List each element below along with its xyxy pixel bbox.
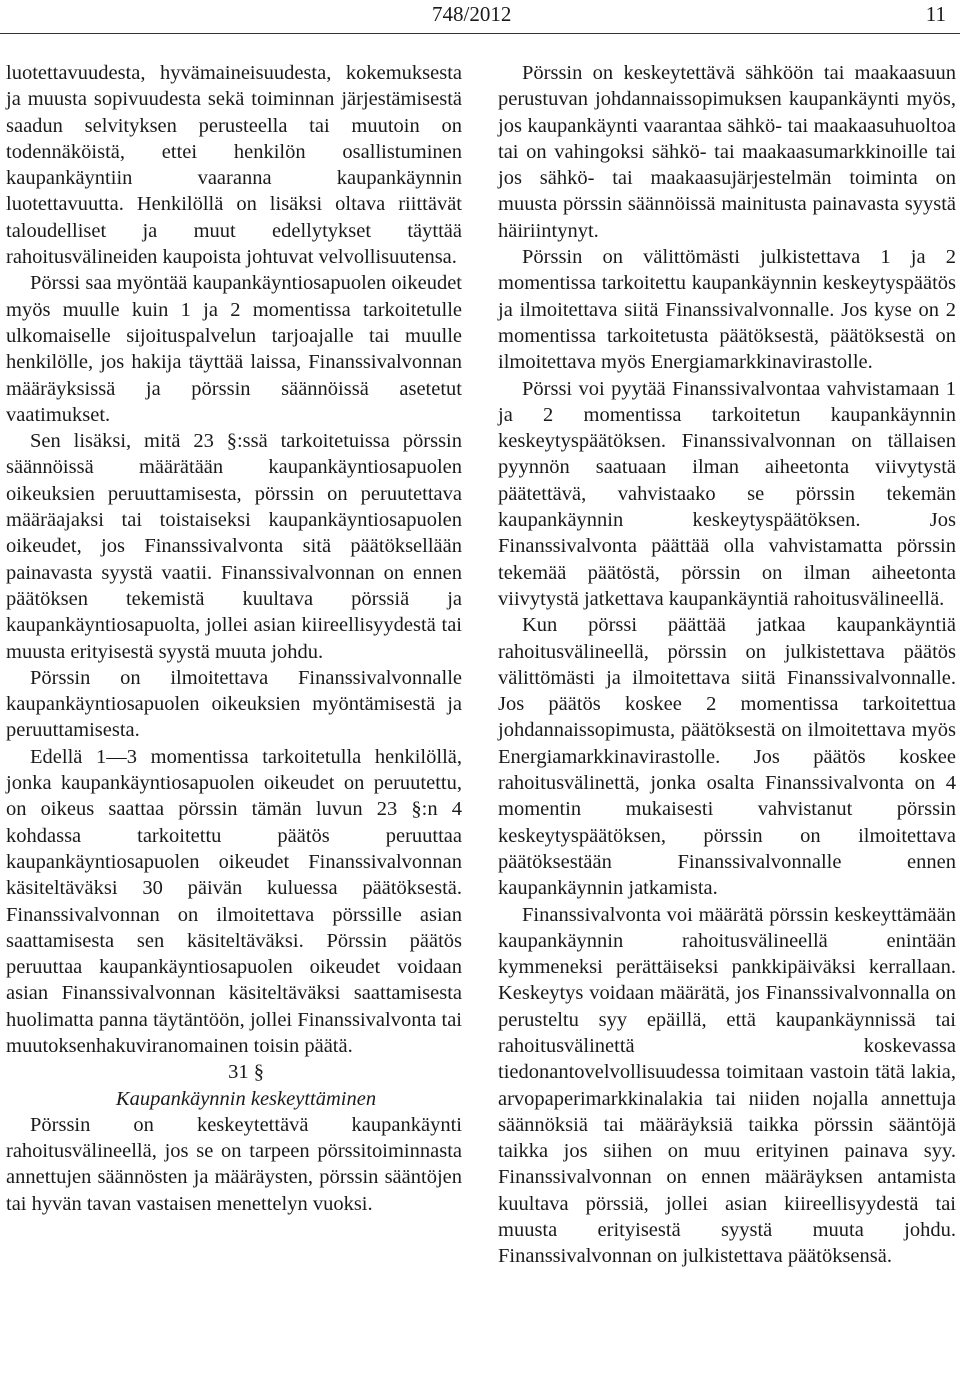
right-column	[498, 60, 956, 1270]
publication-number: 748/2012	[432, 2, 512, 26]
paragraph: Finanssivalvonta voi määrätä pörssin keskeyttämään kaupankäynnin rahoitusvälineellä enintään kymmeneksi perättäiseksi pankkipäiväksi kerrallaan. Keskeytys voidaan määrätä, jos Finanssivalvonnalla on perusteltu syy epäillä, että kaupankäynnissä tai rahoitusvälinettä koskevassa tiedonantovelvollisuudessa toimitaan vastoin tätä lakia, arvopaperimarkkinalakia tai niiden nojalla annettuja säännöksiä tai määräyksiä taikka pörssin sääntöjä taikka jos siihen on muu erityinen painava syy. Finanssivalvonnan on ennen määräyksen antamista kuultava pörssiä, jollei asian kiireellisyydestä tai muusta erityisestä syystä muuta johdu. Finanssivalvonnan on julkistettava päätöksensä.	[498, 903, 956, 1268]
header-rule	[0, 33, 960, 34]
section-number: 31 §	[228, 1061, 264, 1084]
paragraph: Sen lisäksi, mitä 23 §:ssä tarkoitetuissa pörssin säännöissä määrätään kaupankäyntiosapuolen oikeuksien peruuttamisesta, pörssin on peruutettava määräajaksi tai toistaiseksi kaupankäyntiosapuolen oikeudet, jos Finanssivalvonta sitä päätöksellään painavasta syystä vaatii. Finanssivalvonnan on ennen päätöksen tekemistä kuultava pörssiä ja kaupankäyntiosapuolta, jollei asian kiireellisyydestä tai muusta erityisestä syystä muuta johdu.	[6, 430, 462, 663]
paragraph: Pörssi voi pyytää Finanssivalvontaa vahvistamaan 1 ja 2 momentissa tarkoitetun kaupankäynnin keskeytyspäätöksen. Finanssivalvonnan on tällaisen pyynnön saatuaan ilman aiheetonta viivytystä päätettävä, vahvistaako se pörssin tekemän kaupankäynnin keskeytyspäätöksen. Jos Finanssivalvonta päättää olla vahvistamatta pörssin tekemää päätöstä, pörssin on ilman aiheetonta viivytystä jatkettava kaupankäyntiä rahoitusvälineellä.	[498, 377, 956, 610]
paragraph: Pörssi saa myöntää kaupankäyntiosapuolen oikeudet myös muulle kuin 1 ja 2 momentissa tarkoitetulle ulkomaiselle sijoituspalvelun tarjoajalle tai muulle henkilölle, jos hakija täyttää laissa, Finanssivalvonnan määräyksissä ja pörssin säännöissä asetetut vaatimukset.	[6, 272, 462, 426]
page-number: 11	[925, 2, 946, 26]
left-column	[6, 60, 462, 1217]
page-header	[0, 0, 960, 34]
paragraph: Pörssin on ilmoitettava Finanssivalvonnalle kaupankäyntiosapuolen oikeuksien myöntämisestä ja peruuttamisesta.	[6, 666, 462, 742]
paragraph: Pörssin on keskeytettävä kaupankäynti rahoitusvälineellä, jos se on tarpeen pörssitoiminnasta annettujen säännösten ja määräysten, pörssin sääntöjen tai hyvän tavan vastaisen menettelyn vuoksi.	[6, 1113, 462, 1215]
paragraph: Edellä 1—3 momentissa tarkoitetulla henkilöllä, jonka kaupankäyntiosapuolen oikeudet on peruutettu, on oikeus saattaa pörssin tämän luvun 23 §:n 4 kohdassa tarkoitettu päätös peruuttaa kaupankäyntiosapuolen oikeudet Finanssivalvonnan käsiteltäväksi 30 päivän kuluessa päätöksestä. Finanssivalvonnan on ilmoitettava pörssille asian saattamisesta sen käsiteltäväksi. Pörssin päätös peruuttaa kaupankäyntiosapuolen oikeudet voidaan asian Finanssivalvonnan käsiteltäväksi saattamisesta huolimatta panna täytäntöön, jollei Finanssivalvonta tai muutoksenhakuviranomainen toisin päätä.	[6, 745, 462, 1057]
paragraph: Kun pörssi päättää jatkaa kaupankäyntiä rahoitusvälineellä, pörssin on julkistettava päätös välittömästi ja ilmoitettava siitä Finanssivalvonnalle. Jos päätös koskee 2 momentissa tarkoitettua johdannaissopimusta, päätöksestä on ilmoitettava myös Energiamarkkinavirastolle. Jos päätös koskee rahoitusvälinettä, jonka osalta Finanssivalvonta on 4 momentin mukaisesti vahvistanut pörssin keskeytyspäätöksen, pörssin on ilmoitettava päätöksestään Finanssivalvonnalle ennen kaupankäynnin jatkamista.	[498, 614, 956, 900]
paragraph: Pörssin on keskeytettävä sähköön tai maakaasuun perustuvan johdannaissopimuksen kaupankäynti myös, jos kaupankäynti vaarantaa sähkö- tai maakaasuhuoltoa tai on vahingoksi sähkö- tai maakaasumarkkinoille tai jos sähkö- tai maakaasujärjestelmän toiminta on muusta pörssin säännöissä mainitusta painavasta syystä häiriintynyt.	[498, 62, 956, 242]
paragraph: Pörssin on välittömästi julkistettava 1 ja 2 momentissa tarkoitettu kaupankäynnin keskeytyspäätös ja ilmoitettava siitä Finanssivalvonnalle. Jos kyse on 2 momentissa tarkoitetusta päätöksestä, päätöksestä on ilmoitettava myös Energiamarkkinavirastolle.	[498, 246, 956, 374]
paragraph: luotettavuudesta, hyvämaineisuudesta, kokemuksesta ja muusta sopivuudesta sekä toiminnan järjestämisestä saadun selvityksen perusteella tai muutoin on todennäköistä, ettei henkilön osallistuminen kaupankäyntiin vaaranna kaupankäynnin luotettavuutta. Henkilöllä on lisäksi oltava riittävät taloudelliset ja muut edellytykset täyttää rahoitusvälineiden kaupoista johtuvat velvollisuutensa.	[6, 62, 462, 269]
section-title: Kaupankäynnin keskeyttäminen	[115, 1087, 377, 1110]
